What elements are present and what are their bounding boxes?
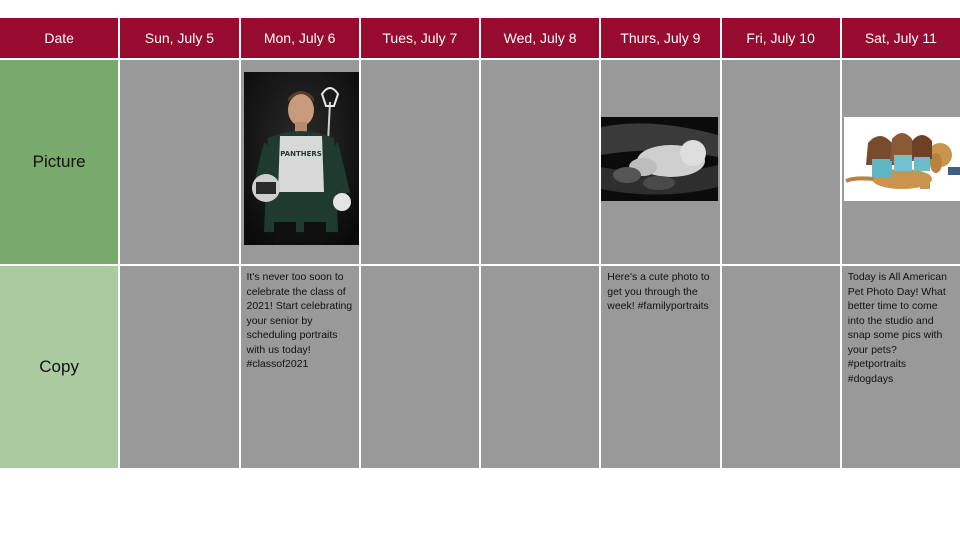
header-day-fri: Fri, July 10 xyxy=(722,18,840,58)
header-day-sat: Sat, July 11 xyxy=(842,18,960,58)
newborn-photo xyxy=(601,117,718,201)
picture-cell-sat xyxy=(842,60,960,264)
copy-text-sat: Today is All American Pet Photo Day! What better time to come into the studio and snap some pics with your pets? #petportraits #dogdays xyxy=(847,271,947,385)
row-label-copy: Copy xyxy=(0,266,118,468)
copy-cell-wed xyxy=(481,266,599,468)
picture-cell-thurs xyxy=(601,60,719,264)
header-day-mon: Mon, July 6 xyxy=(241,18,359,58)
picture-cell-sun xyxy=(120,60,238,264)
header-day-thurs: Thurs, July 9 xyxy=(601,18,719,58)
copy-cell-thurs[interactable] xyxy=(601,266,719,468)
copy-text-thurs: Here's a cute photo to get you through the week! #familyportraits xyxy=(607,271,710,312)
copy-cell-mon[interactable] xyxy=(241,266,359,468)
content-calendar-table xyxy=(0,18,960,468)
header-date: Date xyxy=(0,18,118,58)
header-day-sun: Sun, July 5 xyxy=(120,18,238,58)
header-day-tues: Tues, July 7 xyxy=(361,18,479,58)
copy-cell-fri xyxy=(722,266,840,468)
copy-cell-tues xyxy=(361,266,479,468)
jersey-text: PANTHERS xyxy=(279,150,322,158)
picture-cell-wed xyxy=(481,60,599,264)
lacrosse-senior-photo xyxy=(244,72,359,245)
copy-cell-sun xyxy=(120,266,238,468)
picture-cell-fri xyxy=(722,60,840,264)
copy-cell-sat[interactable] xyxy=(842,266,960,468)
picture-cell-tues xyxy=(361,60,479,264)
header-day-wed: Wed, July 8 xyxy=(481,18,599,58)
copy-text-mon: It's never too soon to celebrate the class of 2021! Start celebrating your senior by scheduling portraits with us today! #classof2021 xyxy=(246,271,353,370)
kids-with-dog-photo xyxy=(844,117,960,201)
row-label-picture: Picture xyxy=(0,60,118,264)
picture-cell-mon xyxy=(241,60,359,264)
